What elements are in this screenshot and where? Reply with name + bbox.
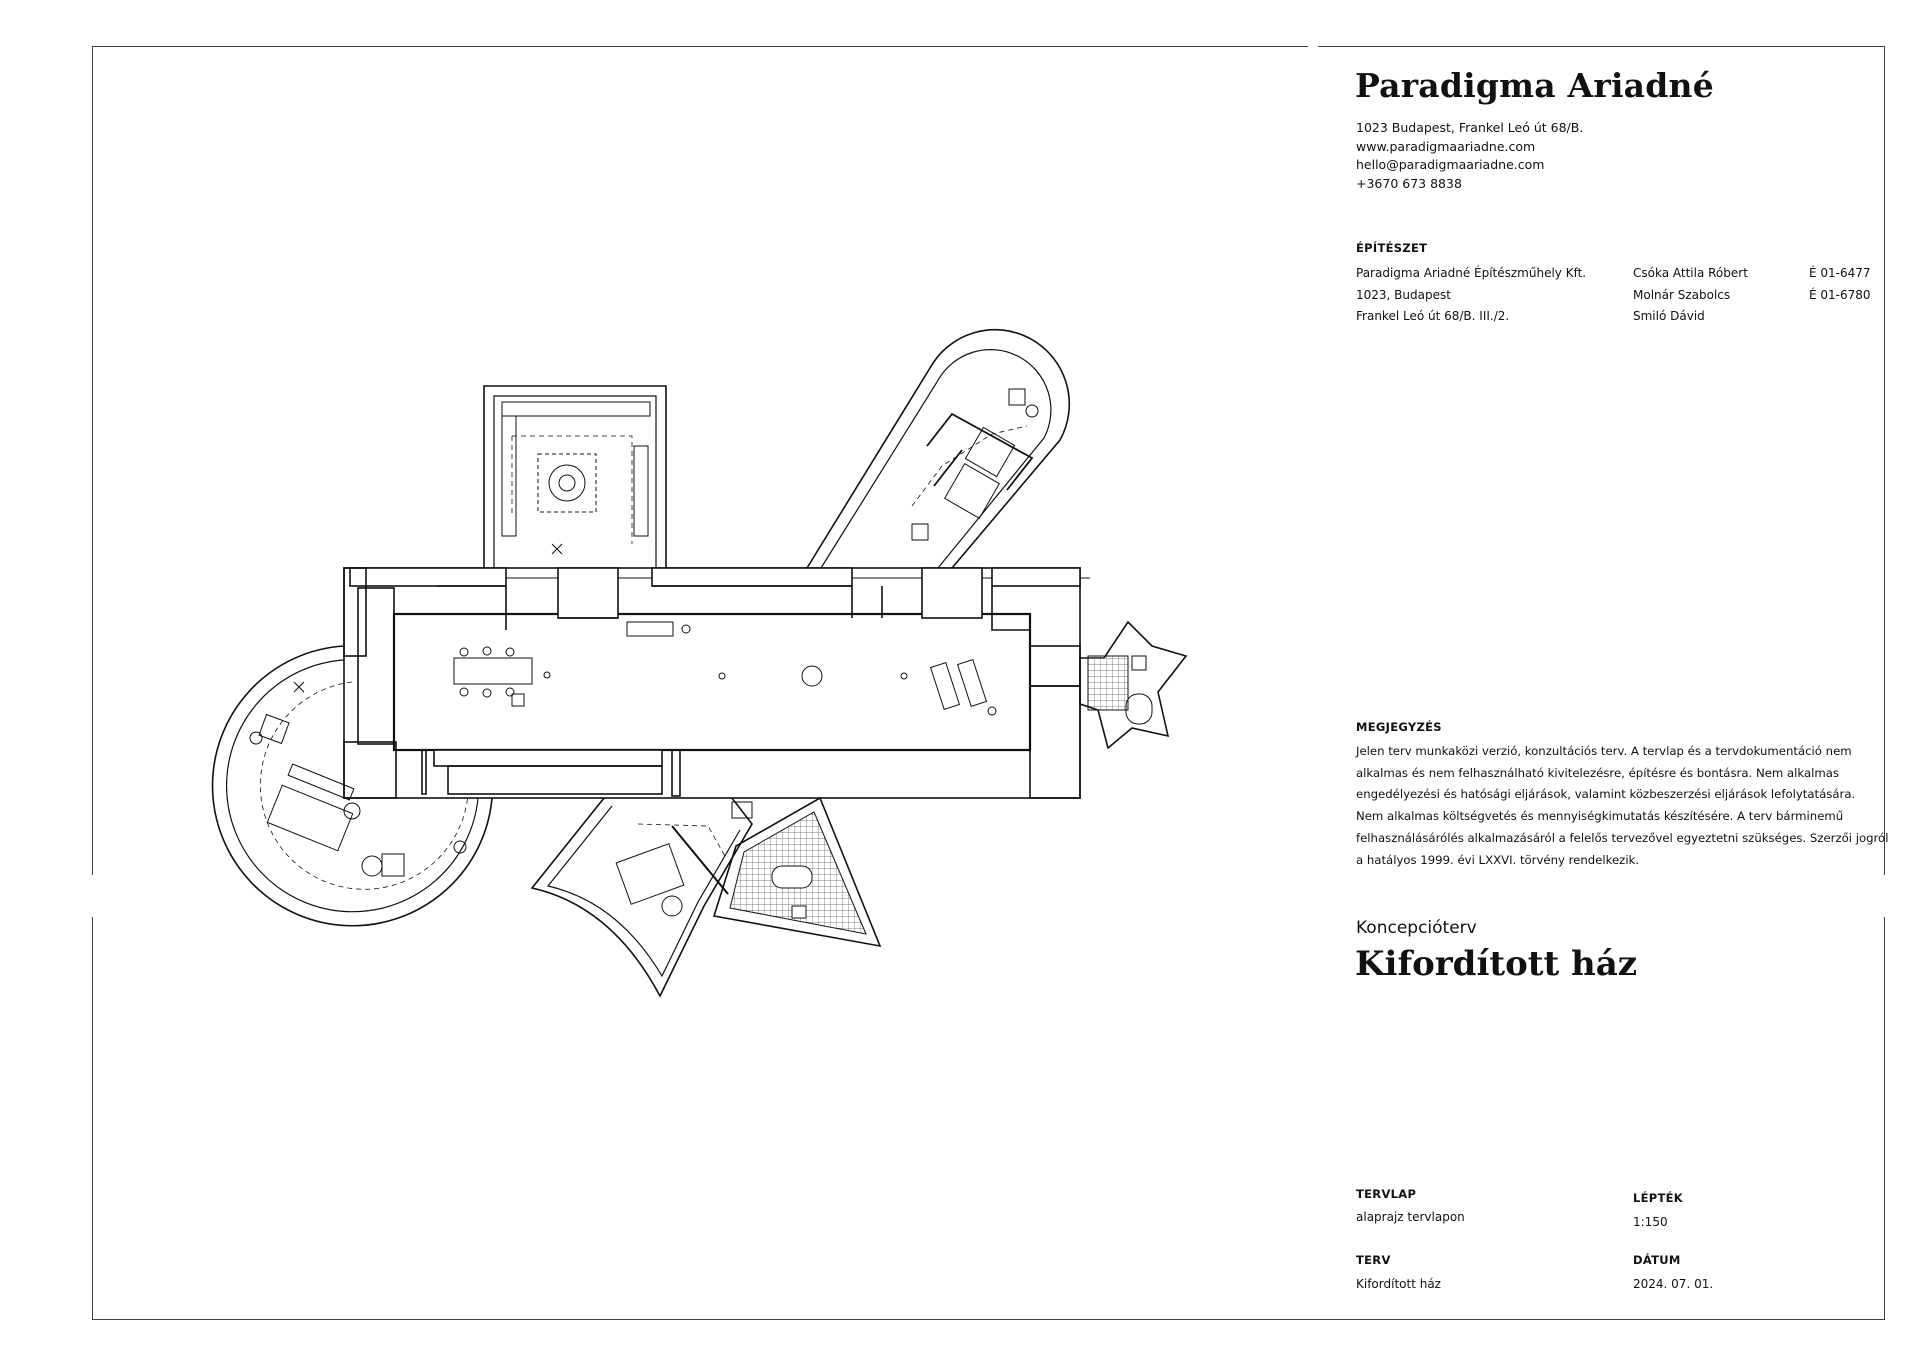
- address-line: 1023 Budapest, Frankel Leó út 68/B.: [1356, 120, 1584, 135]
- office-name: Paradigma Ariadné: [1355, 66, 1714, 105]
- hall-furniture: [454, 622, 996, 715]
- project-title: Kifordított ház: [1355, 944, 1638, 984]
- note-line: a hatályos 1999. évi LXXVI. törvény rendelkezik.: [1356, 852, 1640, 867]
- company-line: 1023, Budapest: [1356, 287, 1451, 302]
- title-block-frame: [1310, 46, 1889, 1320]
- living-room-circle: [213, 646, 492, 926]
- company-line: Frankel Leó út 68/B. III./2.: [1356, 309, 1510, 323]
- note-line: felhasználásárólés alkalmazásáról a felelős tervezővel egyeztetni szükséges. Szerzői jogról: [1356, 830, 1889, 845]
- architect-licenses: [1809, 263, 1871, 306]
- date-label: DÁTUM: [1633, 1253, 1681, 1267]
- bedroom-wing-capsule: [807, 330, 1069, 568]
- architect-name: Smiló Dávid: [1633, 309, 1705, 323]
- company-line: Paradigma Ariadné Építészműhely Kft.: [1356, 266, 1587, 280]
- plan-label: TERV: [1356, 1253, 1391, 1267]
- kitchen-wing: [484, 386, 666, 568]
- bath-pavilion: [1080, 622, 1186, 748]
- note-heading: MEGJEGYZÉS: [1356, 720, 1442, 734]
- architect-name: Molnár Szabolcs: [1633, 287, 1731, 302]
- sheet-value: alaprajz tervlapon: [1356, 1210, 1465, 1224]
- scale-value: 1:150: [1633, 1215, 1668, 1229]
- phone-line: +3670 673 8838: [1356, 176, 1462, 192]
- triangle-bathroom: [714, 798, 880, 946]
- architect-name: Csóka Attila Róbert: [1633, 266, 1748, 280]
- main-hall: [344, 568, 1090, 798]
- plan-value: Kifordított ház: [1356, 1277, 1441, 1291]
- website-link[interactable]: www.paradigmaariadne.com: [1356, 138, 1536, 154]
- email-link[interactable]: hello@paradigmaariadne.com: [1356, 157, 1545, 173]
- company-info: [1356, 263, 1586, 328]
- note-line: engedélyezési és hatósági eljárások, valamint közbeszerzési eljárások lefolytatására.: [1356, 787, 1856, 802]
- bottom-bedroom: [532, 798, 752, 996]
- project-subtitle: Koncepcióterv: [1356, 918, 1477, 938]
- floor-plan-drawing: [92, 46, 1310, 1318]
- architecture-heading: ÉPÍTÉSZET: [1356, 241, 1428, 255]
- frame-gap: [1878, 875, 1888, 917]
- date-value: 2024. 07. 01.: [1633, 1277, 1714, 1291]
- architect-license: É 01-6780: [1809, 287, 1871, 302]
- scale-label: LÉPTÉK: [1633, 1191, 1684, 1205]
- architect-license: É 01-6477: [1809, 266, 1871, 280]
- note-line: Nem alkalmas költségvetés és mennyiségkimutatás készítésére. A terv bárminemű: [1356, 809, 1844, 824]
- sheet-label: TERVLAP: [1356, 1187, 1417, 1201]
- note-line: alkalmas és nem felhasználható kivitelezésre, építésre és bontásra. Nem alkalmas: [1356, 765, 1840, 780]
- architect-names: [1633, 263, 1748, 328]
- note-line: Jelen terv munkaközi verzió, konzultációs terv. A tervlap és a tervdokumentáció nem: [1356, 744, 1852, 758]
- office-address: [1356, 119, 1583, 194]
- note-body: [1356, 741, 1889, 871]
